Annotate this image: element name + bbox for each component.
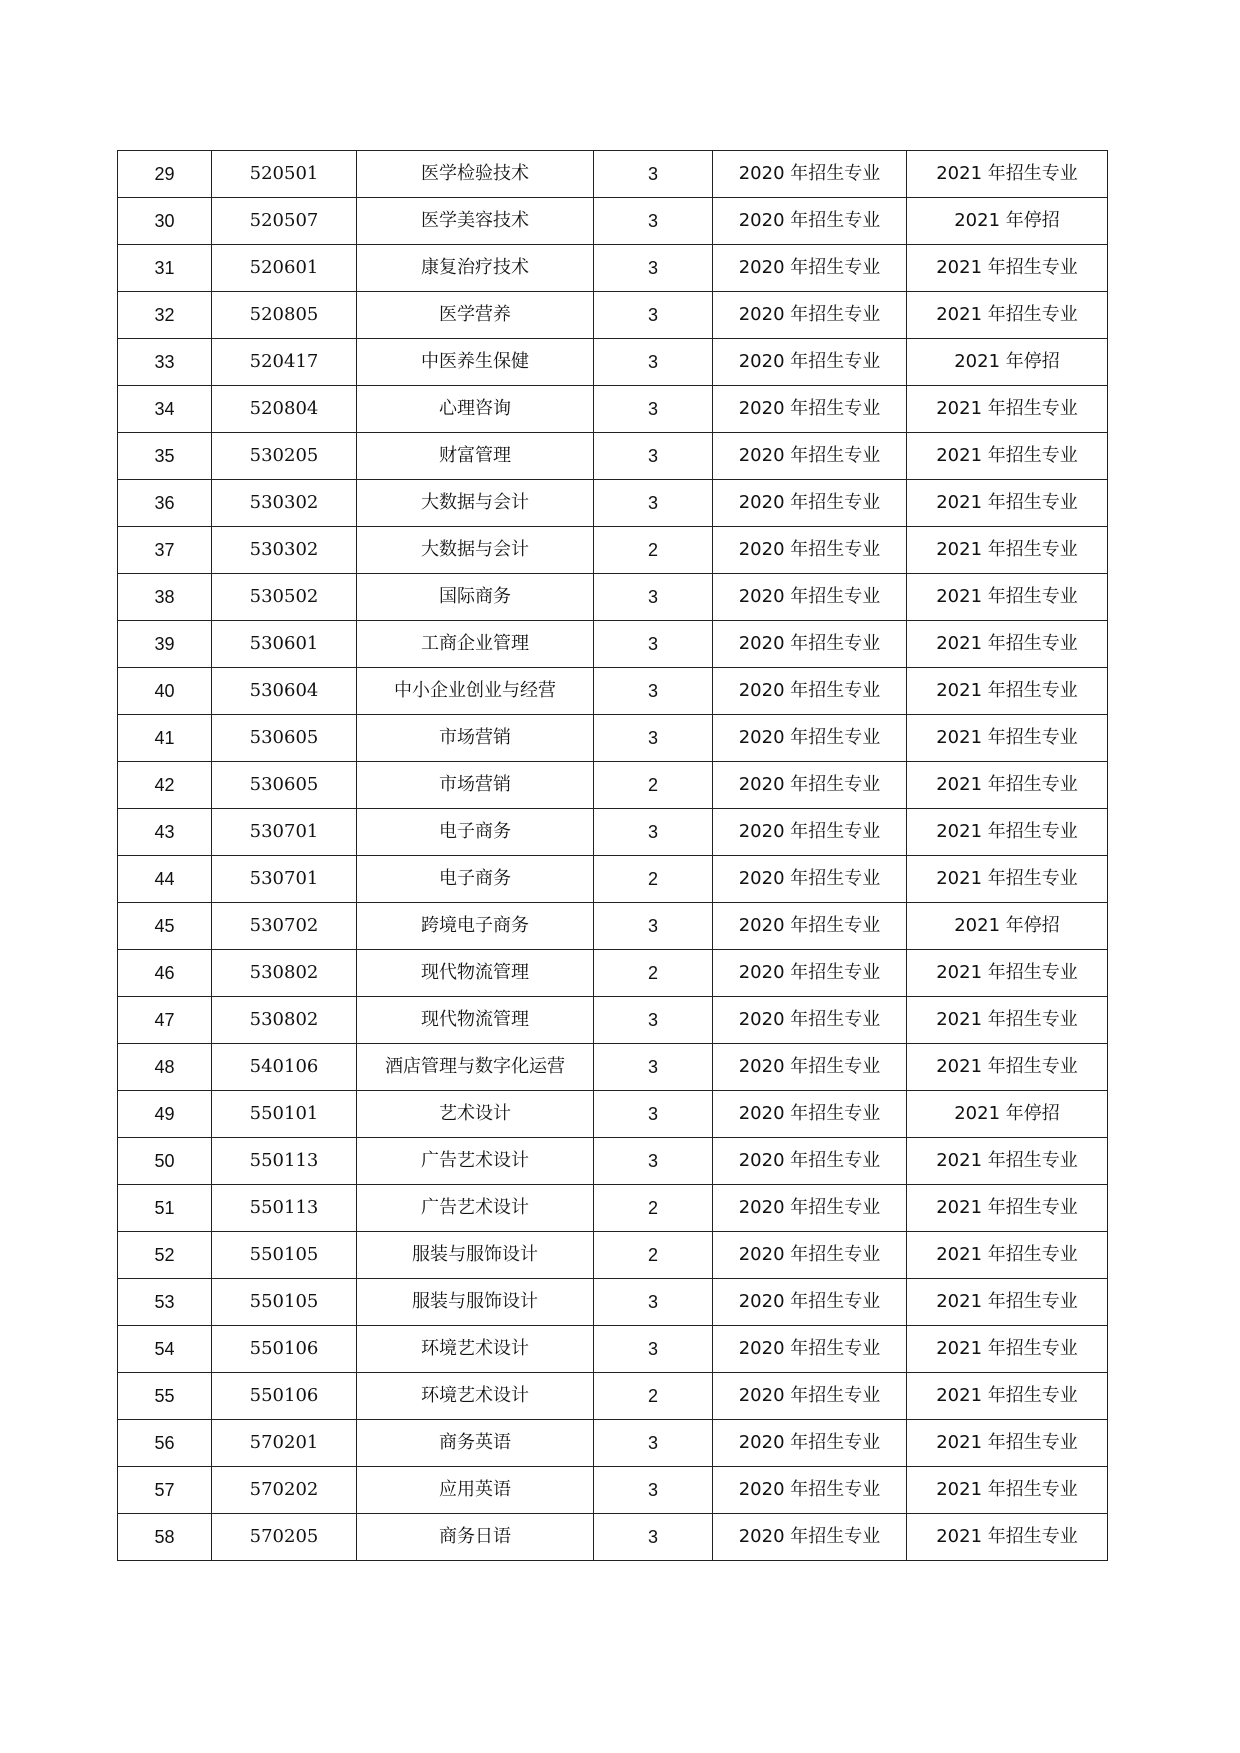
- status-2021-cell: 2021 年招生专业: [907, 621, 1108, 668]
- status-2021-cell: 2021 年停招: [907, 1091, 1108, 1138]
- study-years-cell: 3: [594, 433, 713, 480]
- table-row: [118, 856, 1108, 903]
- major-name-cell: 商务英语: [357, 1420, 594, 1467]
- table-row: [118, 621, 1108, 668]
- status-2021-cell: 2021 年招生专业: [907, 1232, 1108, 1279]
- table-row: [118, 1091, 1108, 1138]
- major-name-cell: 医学美容技术: [357, 198, 594, 245]
- major-code-cell: 530205: [212, 433, 357, 480]
- status-2020-cell: 2020 年招生专业: [713, 1373, 907, 1420]
- major-code-cell: 570202: [212, 1467, 357, 1514]
- status-2021-cell: 2021 年招生专业: [907, 433, 1108, 480]
- major-code-cell: 530302: [212, 527, 357, 574]
- status-2021-cell: 2021 年招生专业: [907, 1138, 1108, 1185]
- table-row: [118, 1326, 1108, 1373]
- seq-cell: 50: [118, 1138, 212, 1185]
- major-code-cell: 570201: [212, 1420, 357, 1467]
- status-2020-cell: 2020 年招生专业: [713, 480, 907, 527]
- status-2021-cell: 2021 年招生专业: [907, 1467, 1108, 1514]
- table-row: [118, 1514, 1108, 1561]
- seq-cell: 48: [118, 1044, 212, 1091]
- major-name-cell: 康复治疗技术: [357, 245, 594, 292]
- status-2021-cell: 2021 年招生专业: [907, 245, 1108, 292]
- status-2021-cell: 2021 年招生专业: [907, 480, 1108, 527]
- table-row: [118, 151, 1108, 198]
- study-years-cell: 3: [594, 715, 713, 762]
- table-row: [118, 433, 1108, 480]
- seq-cell: 53: [118, 1279, 212, 1326]
- status-2021-cell: 2021 年招生专业: [907, 809, 1108, 856]
- status-2021-cell: 2021 年招生专业: [907, 762, 1108, 809]
- study-years-cell: 3: [594, 1044, 713, 1091]
- status-2021-cell: 2021 年招生专业: [907, 950, 1108, 997]
- status-2021-cell: 2021 年停招: [907, 903, 1108, 950]
- seq-cell: 47: [118, 997, 212, 1044]
- status-2021-cell: 2021 年招生专业: [907, 292, 1108, 339]
- major-name-cell: 工商企业管理: [357, 621, 594, 668]
- study-years-cell: 2: [594, 762, 713, 809]
- study-years-cell: 2: [594, 1185, 713, 1232]
- major-name-cell: 电子商务: [357, 809, 594, 856]
- table-row: [118, 1044, 1108, 1091]
- major-code-cell: 550106: [212, 1373, 357, 1420]
- study-years-cell: 3: [594, 339, 713, 386]
- table-row: [118, 1420, 1108, 1467]
- seq-cell: 37: [118, 527, 212, 574]
- study-years-cell: 3: [594, 292, 713, 339]
- status-2020-cell: 2020 年招生专业: [713, 1044, 907, 1091]
- table-row: [118, 1232, 1108, 1279]
- major-name-cell: 酒店管理与数字化运营: [357, 1044, 594, 1091]
- seq-cell: 42: [118, 762, 212, 809]
- status-2021-cell: 2021 年招生专业: [907, 1185, 1108, 1232]
- seq-cell: 55: [118, 1373, 212, 1420]
- status-2020-cell: 2020 年招生专业: [713, 1514, 907, 1561]
- table-row: [118, 1138, 1108, 1185]
- major-code-cell: 520501: [212, 151, 357, 198]
- study-years-cell: 3: [594, 1138, 713, 1185]
- study-years-cell: 3: [594, 1420, 713, 1467]
- seq-cell: 34: [118, 386, 212, 433]
- majors-table-body: [118, 151, 1108, 1561]
- major-name-cell: 环境艺术设计: [357, 1326, 594, 1373]
- seq-cell: 36: [118, 480, 212, 527]
- status-2020-cell: 2020 年招生专业: [713, 1232, 907, 1279]
- major-code-cell: 520804: [212, 386, 357, 433]
- status-2021-cell: 2021 年招生专业: [907, 1420, 1108, 1467]
- major-code-cell: 550105: [212, 1232, 357, 1279]
- status-2021-cell: 2021 年招生专业: [907, 151, 1108, 198]
- major-name-cell: 大数据与会计: [357, 480, 594, 527]
- major-code-cell: 530302: [212, 480, 357, 527]
- major-code-cell: 530605: [212, 715, 357, 762]
- status-2021-cell: 2021 年招生专业: [907, 386, 1108, 433]
- major-name-cell: 商务日语: [357, 1514, 594, 1561]
- table-row: [118, 715, 1108, 762]
- status-2020-cell: 2020 年招生专业: [713, 527, 907, 574]
- major-code-cell: 530702: [212, 903, 357, 950]
- major-code-cell: 530701: [212, 856, 357, 903]
- major-code-cell: 550106: [212, 1326, 357, 1373]
- status-2021-cell: 2021 年招生专业: [907, 527, 1108, 574]
- table-row: [118, 1279, 1108, 1326]
- status-2021-cell: 2021 年招生专业: [907, 997, 1108, 1044]
- status-2021-cell: 2021 年招生专业: [907, 1514, 1108, 1561]
- status-2021-cell: 2021 年停招: [907, 339, 1108, 386]
- major-name-cell: 现代物流管理: [357, 950, 594, 997]
- major-code-cell: 550101: [212, 1091, 357, 1138]
- major-code-cell: 550113: [212, 1138, 357, 1185]
- status-2021-cell: 2021 年招生专业: [907, 715, 1108, 762]
- status-2021-cell: 2021 年招生专业: [907, 668, 1108, 715]
- major-code-cell: 520507: [212, 198, 357, 245]
- study-years-cell: 2: [594, 1232, 713, 1279]
- major-name-cell: 中医养生保健: [357, 339, 594, 386]
- status-2020-cell: 2020 年招生专业: [713, 1326, 907, 1373]
- study-years-cell: 3: [594, 1091, 713, 1138]
- table-row: [118, 809, 1108, 856]
- major-code-cell: 540106: [212, 1044, 357, 1091]
- status-2020-cell: 2020 年招生专业: [713, 1467, 907, 1514]
- seq-cell: 45: [118, 903, 212, 950]
- status-2020-cell: 2020 年招生专业: [713, 621, 907, 668]
- status-2020-cell: 2020 年招生专业: [713, 715, 907, 762]
- seq-cell: 32: [118, 292, 212, 339]
- major-name-cell: 应用英语: [357, 1467, 594, 1514]
- major-code-cell: 530604: [212, 668, 357, 715]
- table-row: [118, 1467, 1108, 1514]
- table-row: [118, 245, 1108, 292]
- seq-cell: 54: [118, 1326, 212, 1373]
- major-name-cell: 现代物流管理: [357, 997, 594, 1044]
- table-row: [118, 386, 1108, 433]
- study-years-cell: 3: [594, 151, 713, 198]
- seq-cell: 43: [118, 809, 212, 856]
- status-2021-cell: 2021 年招生专业: [907, 574, 1108, 621]
- seq-cell: 56: [118, 1420, 212, 1467]
- major-name-cell: 市场营销: [357, 715, 594, 762]
- status-2020-cell: 2020 年招生专业: [713, 1279, 907, 1326]
- major-code-cell: 530502: [212, 574, 357, 621]
- table-row: [118, 997, 1108, 1044]
- status-2020-cell: 2020 年招生专业: [713, 903, 907, 950]
- seq-cell: 58: [118, 1514, 212, 1561]
- major-name-cell: 医学营养: [357, 292, 594, 339]
- status-2021-cell: 2021 年停招: [907, 198, 1108, 245]
- status-2021-cell: 2021 年招生专业: [907, 1326, 1108, 1373]
- study-years-cell: 3: [594, 480, 713, 527]
- status-2020-cell: 2020 年招生专业: [713, 856, 907, 903]
- study-years-cell: 2: [594, 856, 713, 903]
- study-years-cell: 3: [594, 386, 713, 433]
- major-name-cell: 广告艺术设计: [357, 1185, 594, 1232]
- study-years-cell: 3: [594, 1514, 713, 1561]
- seq-cell: 52: [118, 1232, 212, 1279]
- major-code-cell: 530601: [212, 621, 357, 668]
- status-2020-cell: 2020 年招生专业: [713, 151, 907, 198]
- study-years-cell: 3: [594, 1326, 713, 1373]
- status-2020-cell: 2020 年招生专业: [713, 386, 907, 433]
- major-name-cell: 国际商务: [357, 574, 594, 621]
- majors-table: [117, 150, 1108, 1561]
- major-name-cell: 服装与服饰设计: [357, 1232, 594, 1279]
- table-row: [118, 1185, 1108, 1232]
- seq-cell: 51: [118, 1185, 212, 1232]
- major-name-cell: 服装与服饰设计: [357, 1279, 594, 1326]
- status-2021-cell: 2021 年招生专业: [907, 1279, 1108, 1326]
- table-row: [118, 762, 1108, 809]
- seq-cell: 46: [118, 950, 212, 997]
- table-row: [118, 1373, 1108, 1420]
- status-2020-cell: 2020 年招生专业: [713, 292, 907, 339]
- major-code-cell: 550105: [212, 1279, 357, 1326]
- seq-cell: 31: [118, 245, 212, 292]
- table-row: [118, 574, 1108, 621]
- status-2020-cell: 2020 年招生专业: [713, 997, 907, 1044]
- study-years-cell: 2: [594, 1373, 713, 1420]
- table-row: [118, 668, 1108, 715]
- study-years-cell: 3: [594, 1279, 713, 1326]
- major-name-cell: 财富管理: [357, 433, 594, 480]
- status-2020-cell: 2020 年招生专业: [713, 809, 907, 856]
- major-name-cell: 医学检验技术: [357, 151, 594, 198]
- status-2021-cell: 2021 年招生专业: [907, 856, 1108, 903]
- table-row: [118, 950, 1108, 997]
- study-years-cell: 3: [594, 809, 713, 856]
- major-code-cell: 520417: [212, 339, 357, 386]
- major-name-cell: 大数据与会计: [357, 527, 594, 574]
- major-name-cell: 市场营销: [357, 762, 594, 809]
- study-years-cell: 3: [594, 621, 713, 668]
- study-years-cell: 3: [594, 903, 713, 950]
- major-code-cell: 530701: [212, 809, 357, 856]
- status-2020-cell: 2020 年招生专业: [713, 668, 907, 715]
- status-2020-cell: 2020 年招生专业: [713, 574, 907, 621]
- status-2020-cell: 2020 年招生专业: [713, 950, 907, 997]
- major-name-cell: 电子商务: [357, 856, 594, 903]
- seq-cell: 33: [118, 339, 212, 386]
- major-code-cell: 520805: [212, 292, 357, 339]
- study-years-cell: 3: [594, 997, 713, 1044]
- major-name-cell: 跨境电子商务: [357, 903, 594, 950]
- seq-cell: 41: [118, 715, 212, 762]
- status-2020-cell: 2020 年招生专业: [713, 1091, 907, 1138]
- table-row: [118, 198, 1108, 245]
- study-years-cell: 3: [594, 245, 713, 292]
- major-name-cell: 心理咨询: [357, 386, 594, 433]
- study-years-cell: 3: [594, 668, 713, 715]
- seq-cell: 38: [118, 574, 212, 621]
- seq-cell: 29: [118, 151, 212, 198]
- major-code-cell: 550113: [212, 1185, 357, 1232]
- seq-cell: 49: [118, 1091, 212, 1138]
- seq-cell: 40: [118, 668, 212, 715]
- study-years-cell: 3: [594, 574, 713, 621]
- status-2020-cell: 2020 年招生专业: [713, 245, 907, 292]
- status-2020-cell: 2020 年招生专业: [713, 339, 907, 386]
- major-name-cell: 艺术设计: [357, 1091, 594, 1138]
- study-years-cell: 2: [594, 527, 713, 574]
- status-2020-cell: 2020 年招生专业: [713, 762, 907, 809]
- major-name-cell: 中小企业创业与经营: [357, 668, 594, 715]
- status-2020-cell: 2020 年招生专业: [713, 1420, 907, 1467]
- status-2021-cell: 2021 年招生专业: [907, 1044, 1108, 1091]
- status-2020-cell: 2020 年招生专业: [713, 433, 907, 480]
- major-code-cell: 570205: [212, 1514, 357, 1561]
- table-row: [118, 292, 1108, 339]
- status-2020-cell: 2020 年招生专业: [713, 198, 907, 245]
- status-2020-cell: 2020 年招生专业: [713, 1138, 907, 1185]
- seq-cell: 30: [118, 198, 212, 245]
- major-code-cell: 530605: [212, 762, 357, 809]
- table-row: [118, 480, 1108, 527]
- major-code-cell: 530802: [212, 950, 357, 997]
- major-name-cell: 环境艺术设计: [357, 1373, 594, 1420]
- major-code-cell: 520601: [212, 245, 357, 292]
- table-row: [118, 903, 1108, 950]
- status-2021-cell: 2021 年招生专业: [907, 1373, 1108, 1420]
- seq-cell: 35: [118, 433, 212, 480]
- seq-cell: 44: [118, 856, 212, 903]
- status-2020-cell: 2020 年招生专业: [713, 1185, 907, 1232]
- study-years-cell: 3: [594, 198, 713, 245]
- study-years-cell: 2: [594, 950, 713, 997]
- major-code-cell: 530802: [212, 997, 357, 1044]
- seq-cell: 39: [118, 621, 212, 668]
- table-row: [118, 527, 1108, 574]
- major-name-cell: 广告艺术设计: [357, 1138, 594, 1185]
- table-row: [118, 339, 1108, 386]
- study-years-cell: 3: [594, 1467, 713, 1514]
- seq-cell: 57: [118, 1467, 212, 1514]
